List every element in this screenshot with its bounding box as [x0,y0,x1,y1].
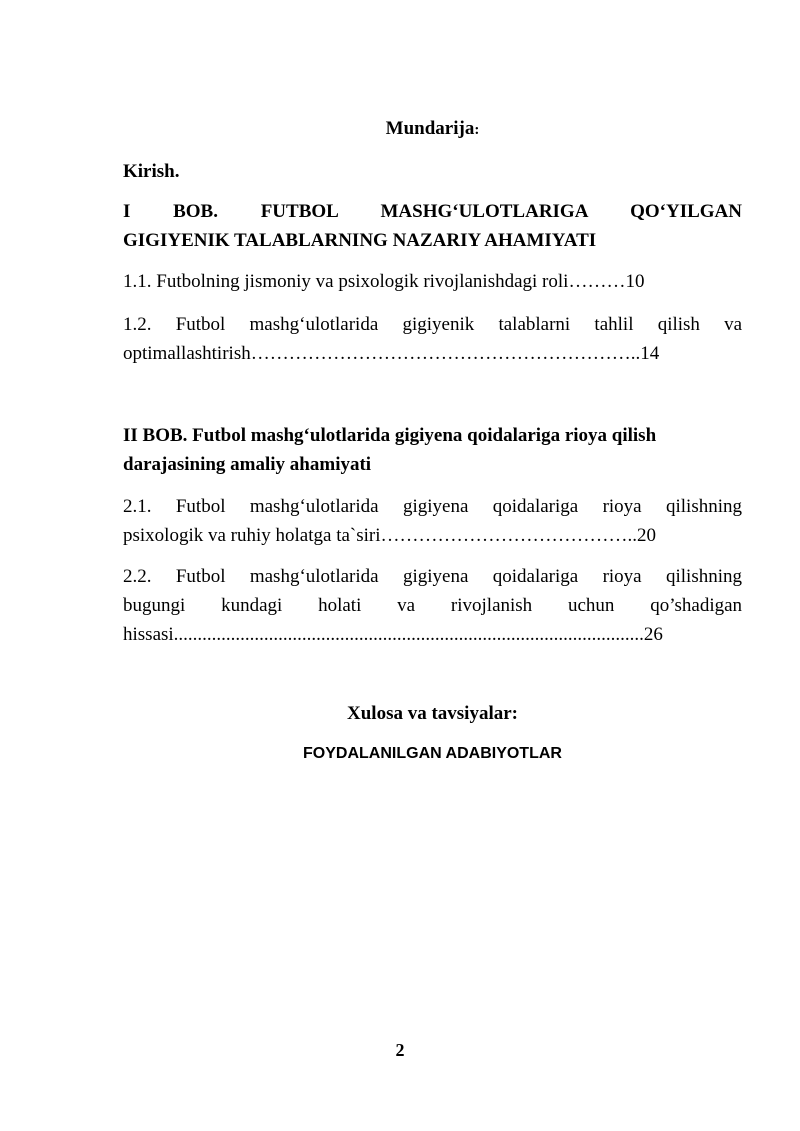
chapter1-heading [123,197,742,255]
toc-word: rioya [602,496,642,517]
toc-entry-2-1 [123,492,742,550]
toc-entry-2-2-line3: hissasi...................................................................................................26 [123,624,663,645]
chapter1-heading-line2: GIGIYENIK TALABLARNING NAZARIY AHAMIYATI [123,230,597,251]
toc-word: va [724,314,743,335]
chapter1-heading-word: MASHG‘ULOTLARIGA [380,201,588,222]
references-heading: FOYDALANILGAN ADABIYOTLAR [303,745,562,762]
page-number: 2 [395,1040,405,1060]
conclusion-heading: Xulosa va tavsiyalar: [347,703,518,724]
toc-entry-1-2-line1 [123,310,742,339]
toc-word: bugungi [123,595,186,616]
toc-entry-2-2-line1 [123,562,742,591]
toc-word: 2.2. [123,566,152,587]
toc-entry-1-1: 1.1. Futbolning jismoniy va psixologik rivojlanishdagi roli………10 [123,271,645,292]
toc-title: Mundarija [385,118,475,139]
toc-word: qilishning [665,496,742,517]
toc-word: gigiyena [402,566,469,587]
chapter2-heading [123,421,742,479]
chapter1-heading-line1 [123,197,742,226]
chapter1-heading-word: FUTBOL [260,201,338,222]
toc-word: Futbol [175,314,226,335]
toc-word: holati [318,595,362,616]
toc-word: tahlil [594,314,634,335]
toc-word: Futbol [175,566,226,587]
toc-entry-1-2-line2: optimallashtirish……………………………………………………..14 [123,343,660,364]
toc-word: Futbol [175,496,226,517]
toc-title-line [123,114,742,145]
toc-word: kundagi [221,595,283,616]
chapter1-heading-word: BOB. [173,201,218,222]
toc-entry-2-2-line2 [123,591,742,620]
toc-word: 1.2. [123,314,152,335]
intro-heading: Kirish. [123,161,180,182]
toc-word: mashg‘ulotlarida [249,496,379,517]
toc-entry-2-1-line2: psixologik va ruhiy holatga ta`siri…………………………………..20 [123,525,657,546]
toc-word: gigiyenik [402,314,475,335]
toc-word: qoidalariga [492,566,579,587]
toc-word: mashg‘ulotlarida [249,566,379,587]
chapter2-heading-line1: II BOB. Futbol mashg‘ulotlarida gigiyena qoidalariga rioya qilish [123,425,657,446]
toc-word: rioya [602,566,642,587]
toc-word: qilishning [665,566,742,587]
chapter1-heading-word: I [123,201,131,222]
toc-title-colon: : [474,122,480,138]
toc-entry-1-2 [123,310,742,368]
toc-word: qilish [657,314,700,335]
toc-word: qoidalariga [492,496,579,517]
toc-entry-2-1-line1 [123,492,742,521]
toc-word: rivojlanish [450,595,533,616]
chapter1-heading-word: QO‘YILGAN [630,201,742,222]
toc-word: mashg‘ulotlarida [249,314,379,335]
toc-word: 2.1. [123,496,152,517]
toc-entry-2-2 [123,562,742,649]
toc-word: qo’shadigan [650,595,743,616]
chapter2-heading-line2: darajasining amaliy ahamiyati [123,454,372,475]
toc-word: gigiyena [402,496,469,517]
toc-word: talablarni [498,314,571,335]
toc-word: va [397,595,416,616]
toc-word: uchun [567,595,615,616]
